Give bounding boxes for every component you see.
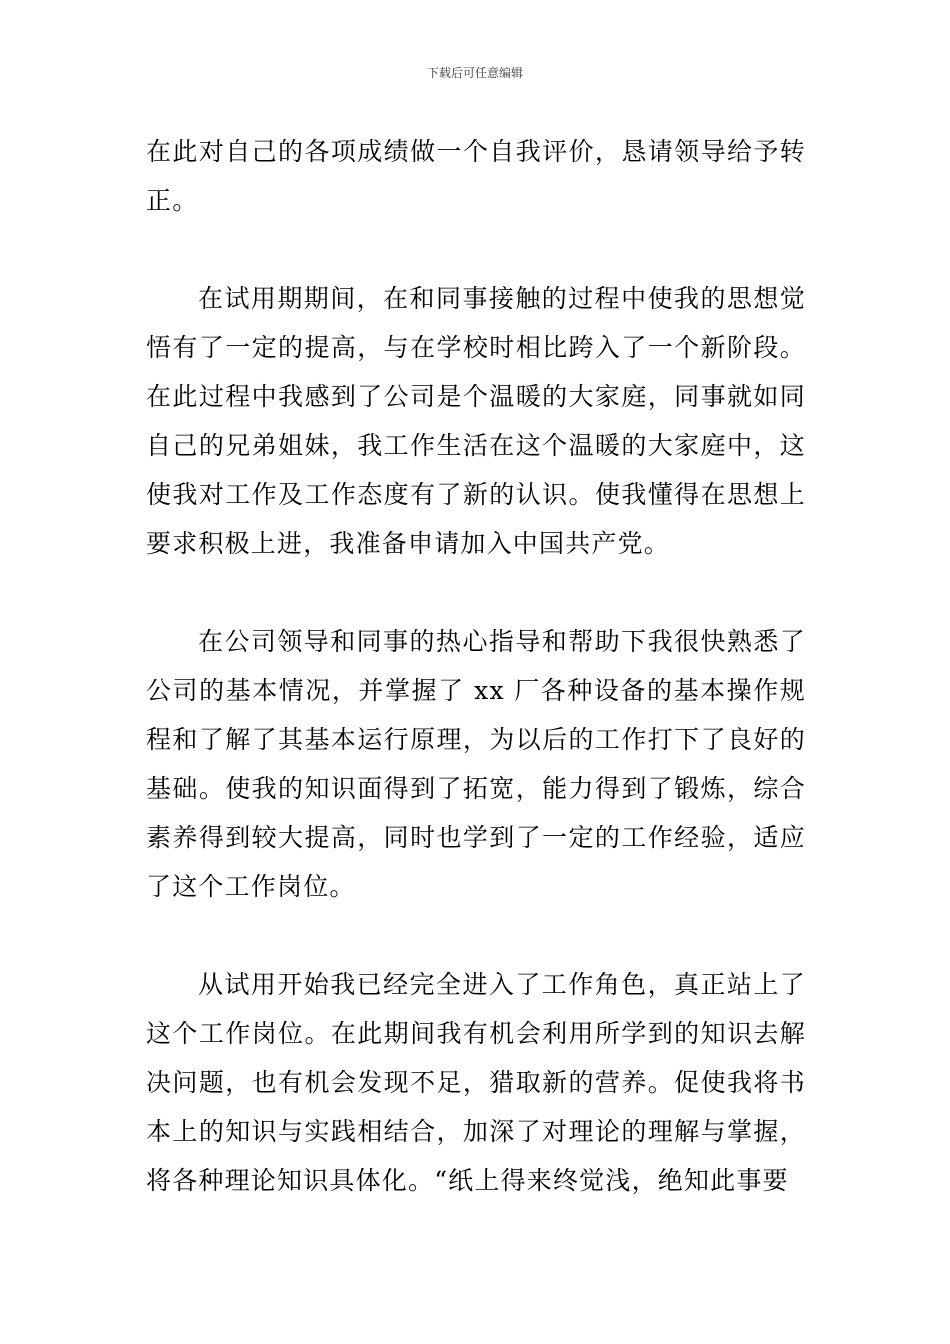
paragraph-4: 从试用开始我已经完全进入了工作角色，真正站上了这个工作岗位。在此期间我有机会利用所学到的知识去解决问题，也有机会发现不足，猎取新的营养。促使我将书本上的知识与实践相结合，加深了对理论的理解与掌握，将各种理论知识具体化。“纸上得来终觉浅，绝知此事要 bbox=[146, 970, 806, 1195]
document-body bbox=[146, 127, 806, 1205]
paragraph-gap bbox=[146, 568, 806, 617]
paragraph-gap bbox=[146, 911, 806, 960]
paragraph-gap bbox=[146, 225, 806, 274]
paragraph-2: 在试用期期间，在和同事接触的过程中使我的思想觉悟有了一定的提高，与在学校时相比跨入了一个新阶段。在此过程中我感到了公司是个温暖的大家庭，同事就如同自己的兄弟姐妹，我工作生活在这个温暖的大家庭中，这使我对工作及工作态度有了新的认识。使我懂得在思想上要求积极上进，我准备申请加入中国共产党。 bbox=[146, 284, 806, 558]
paragraph-3: 在公司领导和同事的热心指导和帮助下我很快熟悉了公司的基本情况，并掌握了 xx 厂各种设备的基本操作规程和了解了其基本运行原理，为以后的工作打下了良好的基础。使我的知识面得到了拓宽，能力得到了锻炼，综合素养得到较大提高，同时也学到了一定的工作经验，适应了这个工作岗位。 bbox=[146, 627, 806, 901]
page-header-note: 下载后可任意编辑 bbox=[426, 66, 523, 80]
paragraph-1: 在此对自己的各项成绩做一个自我评价，恳请领导给予转正。 bbox=[146, 137, 806, 215]
